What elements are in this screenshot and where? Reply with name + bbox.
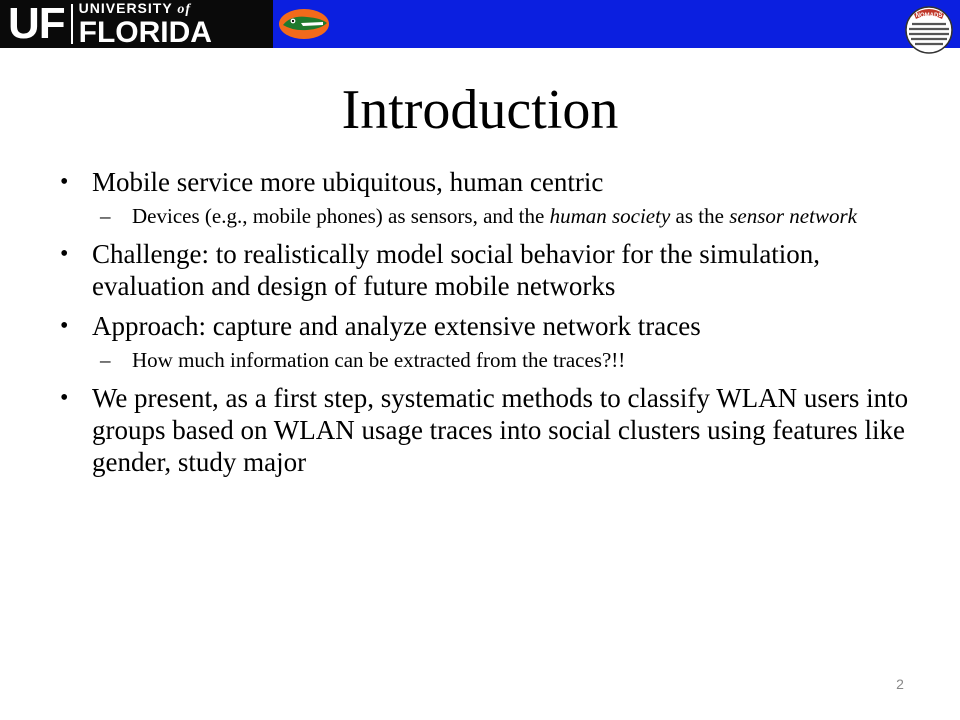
bullet-item xyxy=(60,166,920,198)
university-of-text: UNIVERSITY of xyxy=(78,0,191,17)
bullet-item xyxy=(60,310,920,342)
seal-text: NOMADS xyxy=(915,13,943,19)
sub-bullet-text: How much information can be extracted from the traces?!! xyxy=(132,348,626,372)
header-banner xyxy=(0,0,960,48)
slide-title: Introduction xyxy=(341,79,619,141)
bullet-icon: • xyxy=(60,169,69,195)
bullet-text: Challenge: to realistically model social behavior for the simulation, evaluation and design of future mobile networks xyxy=(92,239,821,301)
sub-bullet-item xyxy=(60,348,920,372)
page-number: 2 xyxy=(896,676,904,692)
gator-logo xyxy=(273,0,335,48)
uf-monogram: UF xyxy=(8,0,65,48)
bullet-item xyxy=(60,382,920,478)
bullet-text: Approach: capture and analyze extensive network traces xyxy=(92,311,701,341)
nomads-seal-icon xyxy=(904,0,954,56)
uf-wordmark xyxy=(0,0,273,48)
bullet-icon: • xyxy=(60,313,69,339)
nomads-seal xyxy=(904,0,954,56)
wordmark-divider xyxy=(71,4,73,44)
slide-body xyxy=(60,166,920,486)
gator-logo-icon xyxy=(277,7,331,41)
sub-bullet-item xyxy=(60,204,920,228)
dash-icon: – xyxy=(100,348,111,372)
dash-icon: – xyxy=(100,204,111,228)
bullet-icon: • xyxy=(60,385,69,411)
uf-wordmark-text xyxy=(79,1,212,48)
sub-bullet-text: Devices (e.g., mobile phones) as sensors, and the human society as the sensor network xyxy=(132,204,857,228)
florida-text: FLORIDA xyxy=(78,15,212,49)
bullet-text: Mobile service more ubiquitous, human centric xyxy=(92,167,604,197)
bullet-icon: • xyxy=(60,241,69,267)
bullet-item xyxy=(60,238,920,302)
bullet-text: We present, as a first step, systematic methods to classify WLAN users into groups based on WLAN usage traces into social clusters using features like gender, study major xyxy=(92,383,909,477)
